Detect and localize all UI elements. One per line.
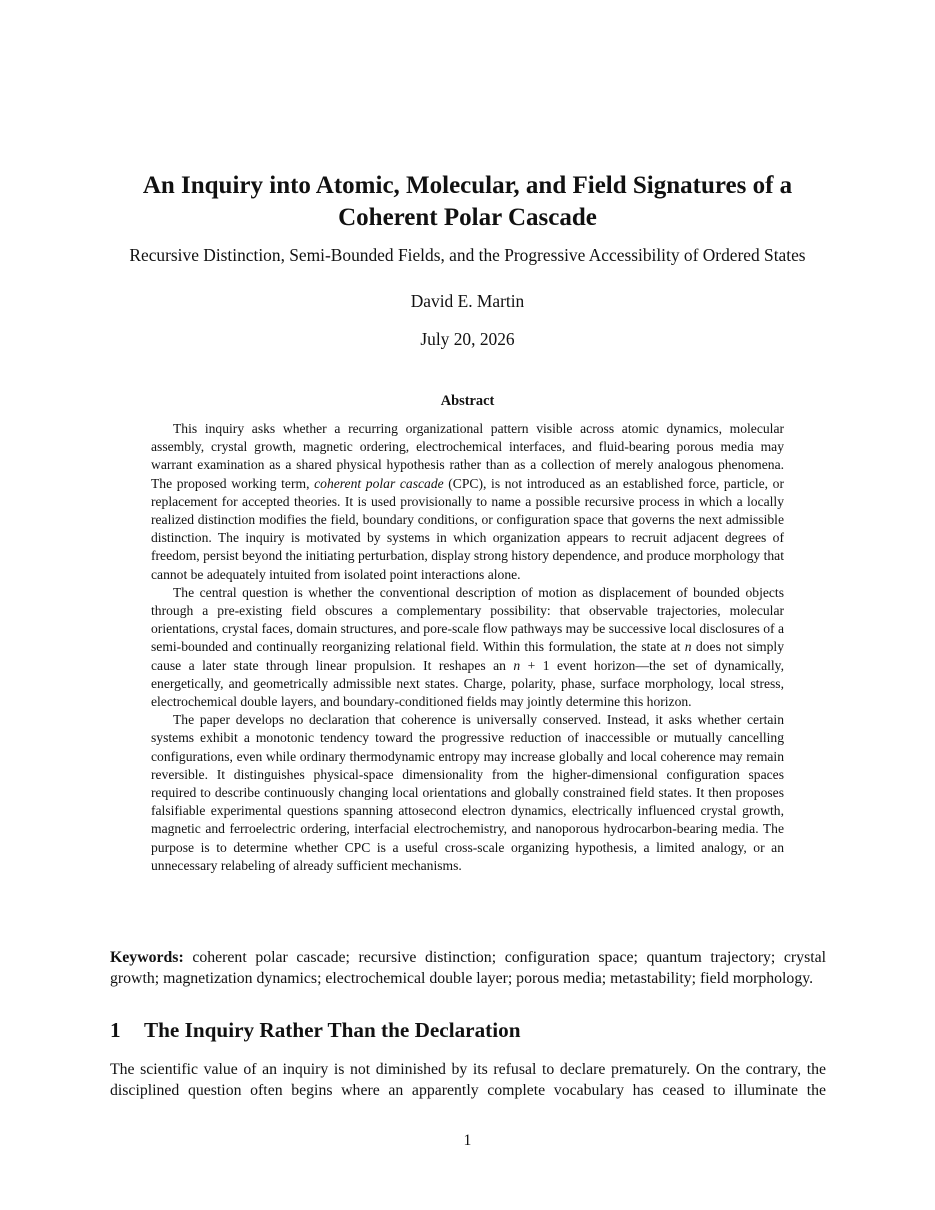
section-number: 1	[110, 1018, 121, 1042]
abstract-paragraph-2	[151, 584, 784, 711]
section-heading	[110, 1016, 826, 1044]
abstract-p2-var-n: n	[684, 639, 692, 655]
title-line-1: An Inquiry into Atomic, Molecular, and Field Signatures of a	[142, 172, 793, 199]
author-name: David E. Martin	[410, 291, 525, 311]
paper-subtitle: Recursive Distinction, Semi-Bounded Fields, and the Progressive Accessibility of Ordered States	[129, 245, 806, 265]
abstract-paragraph-3: The paper develops no declaration that coherence is universally conserved. Instead, it asks whether certain systems exhibit a monotonic tendency toward the progressive reduction of inaccessible or mutually cancelling configurations, even while ordinary thermodynamic entropy may increase globally and local coherence may remain reversible. It distinguishes physical-space dimensionality from the higher-dimensional configuration spaces required to describe continuously changing local orientations and globally constrained field states. It then proposes falsifiable experimental questions spanning attosecond electron dynamics, electrically influenced crystal growth, magnetic and ferroelectric ordering, interfacial electrochemistry, and nanoporous hydrocarbon-bearing media. The purpose is to determine whether CPC is a useful cross-scale organizing hypothesis, a limited analogy, or an unnecessary relabeling of already sufficient mechanisms.	[151, 712, 784, 873]
page-number: 1	[463, 1132, 472, 1149]
section-body-text: The scientific value of an inquiry is not diminished by its refusal to declare prematurely. On the contrary, the disciplined question often begins where an apparently complete vocabulary has ceased to illuminate the	[110, 1061, 826, 1099]
publication-date: July 20, 2026	[420, 329, 515, 349]
abstract-p2-text-c: + 1 event horizon—the set of dynamically, energetically, and geometrically admissible next states. Charge, polarity, phase, surface morphology, local stress, electrochemical double layers, and boundary-conditioned fields may jointly determine this horizon.	[151, 657, 784, 710]
abstract-heading: Abstract	[440, 393, 495, 409]
abstract-p1-text-b: (CPC), is not introduced as an established force, particle, or replacement for accepted theories. It is used provisionally to name a possible recursive process in which a locally realized distinction modifies the field, boundary conditions, or configuration space that governs the next admissible distinction. The inquiry is motivated by systems in which organization appears to recruit adjacent degrees of freedom, persist beyond the initiating perturbation, display strong history dependence, and produce morphology that cannot be adequately intuited from isolated point interactions alone.	[151, 475, 784, 582]
abstract-p2-var-n-plus: n	[513, 657, 521, 673]
keywords-text: coherent polar cascade; recursive distinction; configuration space; quantum trajectory; crystal growth; magnetization dynamics; electrochemical double layer; porous media; metastability; field morphology.	[110, 949, 827, 987]
section-title: The Inquiry Rather Than the Declaration	[144, 1018, 521, 1042]
keywords-block	[110, 947, 826, 989]
abstract-paragraph-1	[151, 420, 784, 584]
abstract-p1-term: coherent polar cascade	[314, 475, 444, 491]
paper-title	[100, 170, 835, 234]
abstract-body	[151, 420, 784, 875]
abstract-p2-text-b: does not simply cause a later state through linear propulsion. It reshapes an	[151, 639, 784, 673]
abstract-p2-text-a: The central question is whether the conventional description of motion as displacement of bounded objects through a pre-existing field obscures a complementary possibility: that observable trajectories, molecular orientations, crystal faces, domain structures, and pore-scale flow pathways may be successive local disclosures of a semi-bounded and continually reorganizing relational field. Within this formulation, the state at	[151, 584, 784, 655]
keywords-label: Keywords:	[110, 949, 184, 966]
title-line-2: Coherent Polar Cascade	[338, 204, 597, 231]
abstract-p1-text-a: This inquiry asks whether a recurring organizational pattern visible across atomic dynamics, molecular assembly, crystal growth, magnetic ordering, electrochemical interfaces, and fluid-bearing porous media may warrant examination as a shared physical hypothesis rather than as a collection of merely analogous phenomena. The proposed working term,	[151, 421, 784, 491]
